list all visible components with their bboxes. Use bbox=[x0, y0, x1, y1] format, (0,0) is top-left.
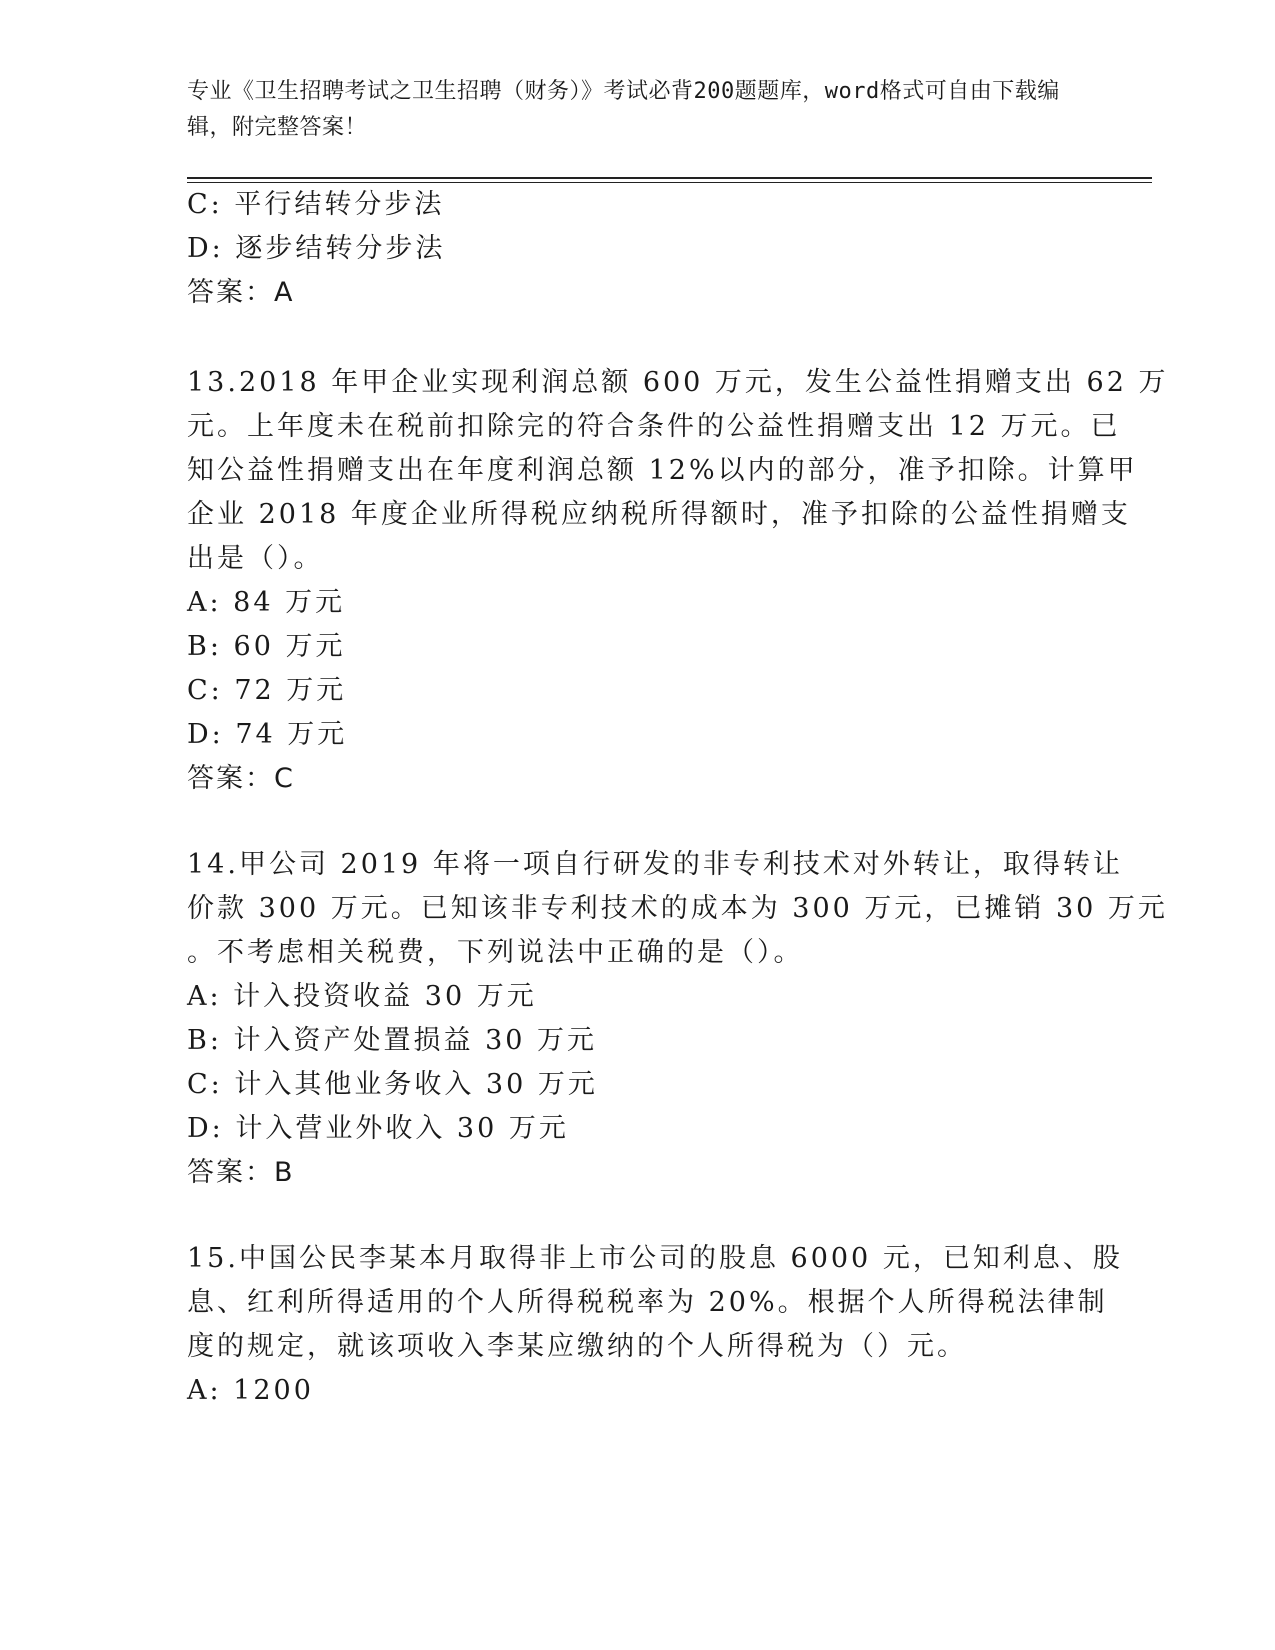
q15-option-a: A: 1200 bbox=[187, 1375, 314, 1406]
q15-stem-line: 息、红利所得适用的个人所得税税率为 20%。根据个人所得税法律制 bbox=[187, 1287, 1108, 1318]
q15-stem-line: 度的规定，就该项收入李某应缴纳的个人所得税为（）元。 bbox=[187, 1331, 967, 1362]
q13-option-a: A: 84 万元 bbox=[187, 587, 346, 618]
q13-answer: 答案：C bbox=[187, 763, 295, 794]
q13-option-c: C: 72 万元 bbox=[187, 675, 347, 706]
q13-stem-line: 企业 2018 年度企业所得税应纳税所得额时，准予扣除的公益性捐赠支 bbox=[187, 499, 1131, 530]
q14-stem-line: 价款 300 万元。已知该非专利技术的成本为 300 万元，已摊销 30 万元 bbox=[187, 893, 1168, 924]
document-header: 专业《卫生招聘考试之卫生招聘（财务）》考试必背200题题库，word格式可自由下载编辑，附完整答案！ bbox=[187, 79, 1060, 140]
q14-stem-line: 14.甲公司 2019 年将一项自行研发的非专利技术对外转让，取得转让 bbox=[187, 849, 1123, 880]
q13-stem-line: 知公益性捐赠支出在年度利润总额 12%以内的部分，准予扣除。计算甲 bbox=[187, 455, 1138, 486]
q14-option-a: A: 计入投资收益 30 万元 bbox=[187, 981, 537, 1012]
header-divider bbox=[187, 177, 1152, 179]
q13-stem-line: 出是（）。 bbox=[187, 543, 324, 574]
q14-option-d: D: 计入营业外收入 30 万元 bbox=[187, 1113, 569, 1144]
header-divider-thin bbox=[187, 182, 1152, 183]
q14-option-b: B: 计入资产处置损益 30 万元 bbox=[187, 1025, 598, 1056]
q14-option-c: C: 计入其他业务收入 30 万元 bbox=[187, 1069, 598, 1100]
q13-stem-line: 元。上年度未在税前扣除完的符合条件的公益性捐赠支出 12 万元。已 bbox=[187, 411, 1121, 442]
q15-stem-line: 15.中国公民李某本月取得非上市公司的股息 6000 元，已知利息、股 bbox=[187, 1243, 1123, 1274]
q12-answer: 答案：A bbox=[187, 277, 295, 308]
q12-option-c: C: 平行结转分步法 bbox=[187, 189, 445, 220]
q13-option-d: D: 74 万元 bbox=[187, 719, 348, 750]
q14-answer: 答案：B bbox=[187, 1157, 295, 1188]
q14-stem-line: 。不考虑相关税费，下列说法中正确的是（）。 bbox=[187, 937, 804, 968]
q13-stem-line: 13.2018 年甲企业实现利润总额 600 万元，发生公益性捐赠支出 62 万 bbox=[187, 367, 1169, 398]
q13-option-b: B: 60 万元 bbox=[187, 631, 346, 662]
q12-option-d: D: 逐步结转分步法 bbox=[187, 233, 446, 264]
